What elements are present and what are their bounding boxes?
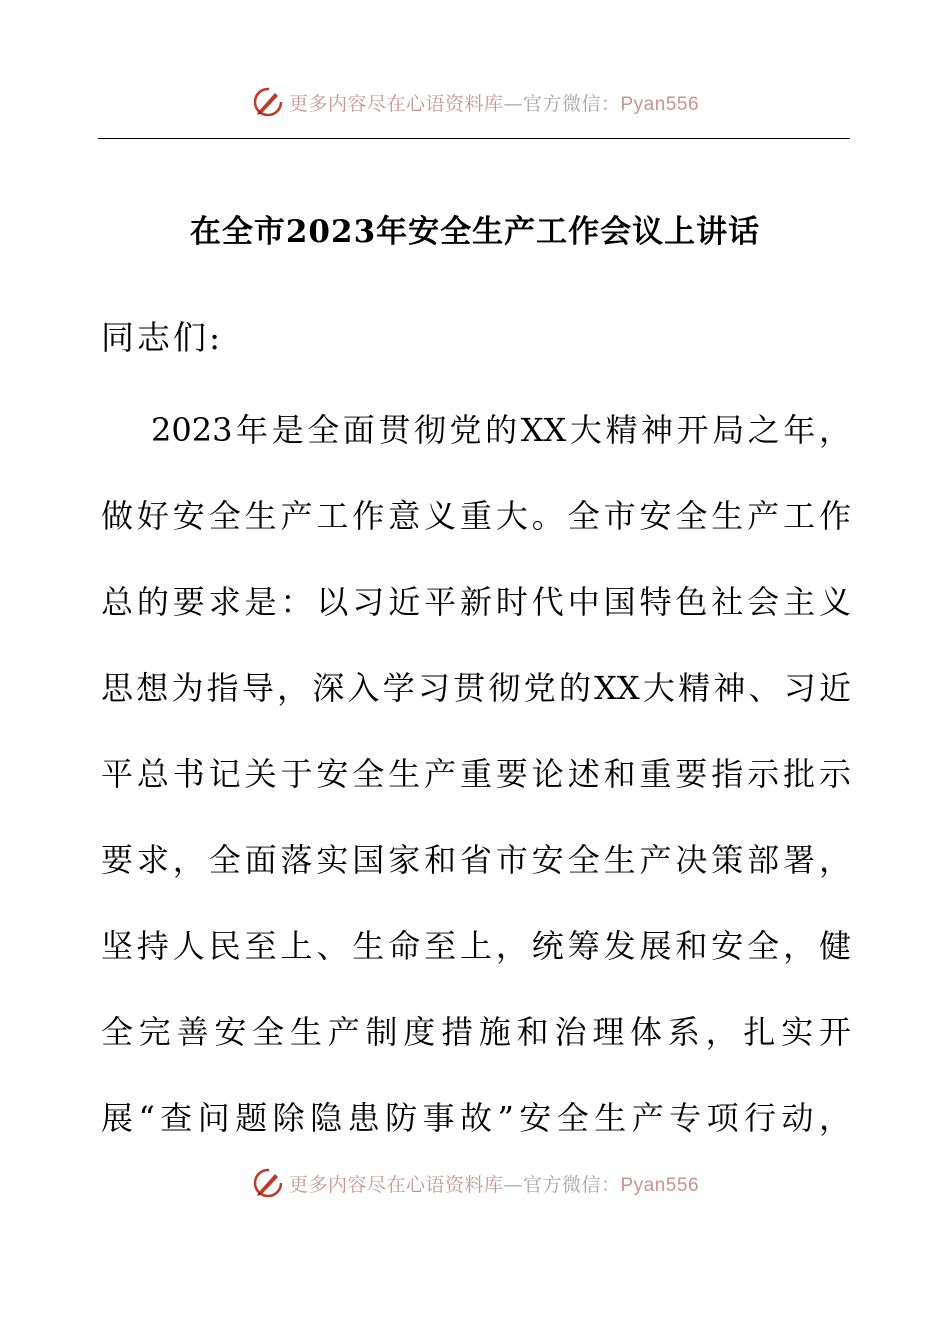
footer-banner: [0, 1163, 950, 1203]
body-line: 做好安全生产工作意义重大。全市安全生产工作: [101, 497, 851, 535]
salutation: 同志们:: [101, 318, 224, 357]
footer-banner-main: 更多内容尽在心语资料库: [288, 1173, 504, 1196]
pen-logo-icon: [251, 85, 285, 119]
header-banner-id: Pyan556: [620, 93, 700, 115]
header-banner: [0, 82, 950, 122]
footer-banner-sep: —官方微信：: [503, 1173, 621, 1196]
header-banner-text: [289, 89, 699, 116]
footer-banner-text: [289, 1170, 699, 1197]
header-divider: [98, 138, 850, 139]
header-banner-sep: —官方微信：: [503, 92, 621, 115]
body-line: 2023年是全面贯彻党的XX大精神开局之年，: [151, 411, 851, 449]
header-banner-main: 更多内容尽在心语资料库: [288, 92, 504, 115]
body-line: 总的要求是：以习近平新时代中国特色社会主义: [101, 583, 851, 621]
body-line: 坚持人民至上、生命至上，统筹发展和安全，健: [101, 927, 851, 965]
body-line: 思想为指导，深入学习贯彻党的XX大精神、习近: [101, 669, 851, 707]
footer-banner-id: Pyan556: [620, 1174, 700, 1196]
body-line: 全完善安全生产制度措施和治理体系，扎实开: [101, 1013, 851, 1051]
body-line: 平总书记关于安全生产重要论述和重要指示批示: [101, 755, 851, 793]
body-line: 展“查问题除隐患防事故”安全生产专项行动，: [101, 1099, 851, 1137]
pen-logo-icon: [251, 1166, 285, 1200]
document-title: 在全市2023年安全生产工作会议上讲话: [189, 214, 761, 250]
body-line: 要求，全面落实国家和省市安全生产决策部署，: [101, 841, 851, 879]
